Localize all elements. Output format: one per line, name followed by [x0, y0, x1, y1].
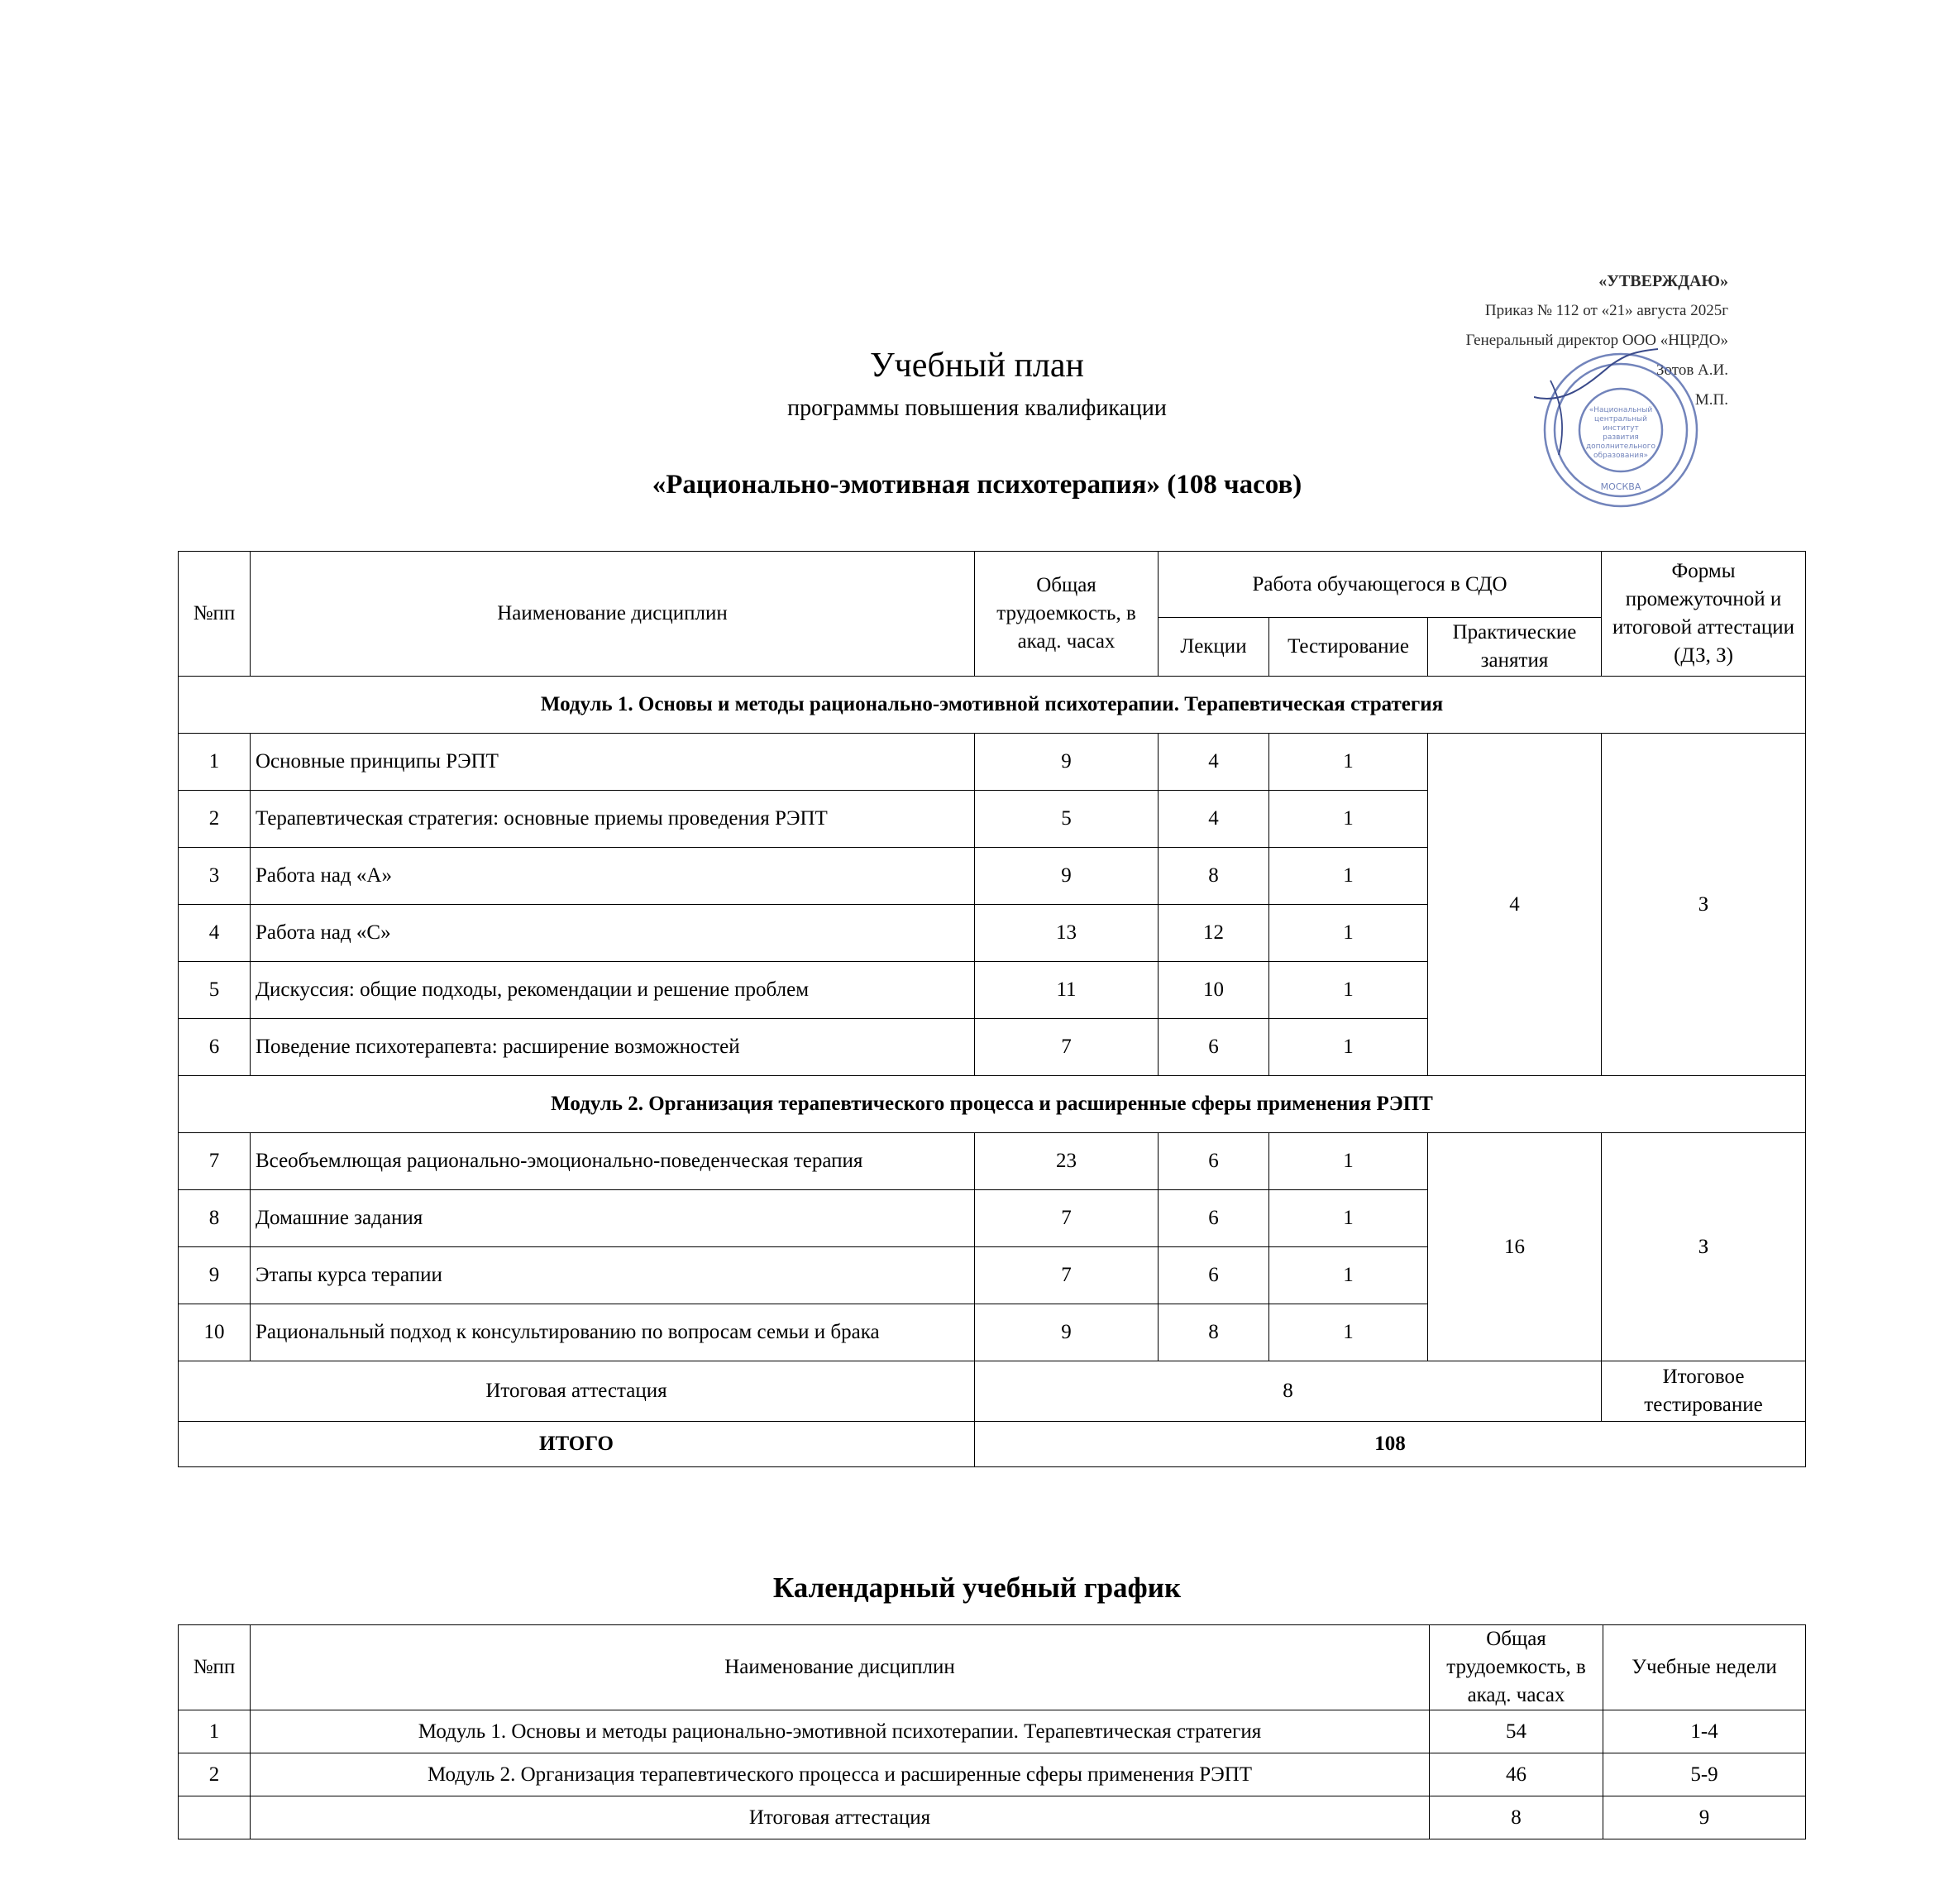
row-name: Всеобъемлющая рационально-эмоционально-поведенческая терапия [251, 1133, 975, 1190]
svg-text:«Национальный: «Национальный [1589, 406, 1653, 414]
header-name: Наименование дисциплин [251, 552, 975, 677]
final-form: Итоговое тестирование [1602, 1361, 1806, 1422]
total-label: ИТОГО [179, 1422, 975, 1467]
cal-row-num: 1 [179, 1710, 251, 1753]
svg-text:центральный: центральный [1594, 415, 1647, 423]
row-lectures: 10 [1159, 962, 1269, 1019]
row-lectures: 6 [1159, 1019, 1269, 1076]
row-num: 1 [179, 734, 251, 791]
row-total: 9 [975, 848, 1159, 905]
cal-row-weeks: 9 [1603, 1796, 1806, 1839]
header-num: №пп [179, 552, 251, 677]
row-num: 7 [179, 1133, 251, 1190]
cal-row-name: Модуль 2. Организация терапевтического процесса и расширенные сферы применения РЭПТ [251, 1753, 1430, 1796]
row-testing: 1 [1269, 791, 1428, 848]
row-total: 7 [975, 1190, 1159, 1247]
approval-order: Приказ № 112 от «21» августа 2025г [1484, 302, 1728, 319]
row-num: 10 [179, 1304, 251, 1361]
header-total: Общая трудоемкость, в акад. часах [975, 552, 1159, 677]
table-row [179, 1133, 1806, 1190]
module-1-title: Модуль 1. Основы и методы рационально-эмотивной психотерапии. Терапевтическая стратегия [179, 677, 1806, 734]
cal-row-total: 46 [1430, 1753, 1603, 1796]
row-num: 8 [179, 1190, 251, 1247]
row-total: 7 [975, 1247, 1159, 1304]
row-testing: 1 [1269, 962, 1428, 1019]
row-num: 3 [179, 848, 251, 905]
row-lectures: 8 [1159, 1304, 1269, 1361]
row-name: Рациональный подход к консультированию по вопросам семьи и брака [251, 1304, 975, 1361]
row-num: 4 [179, 905, 251, 962]
header-forms: Формы промежуточной и итоговой аттестации (ДЗ, З) [1602, 552, 1806, 677]
table-row [179, 734, 1806, 791]
svg-text:образования»: образования» [1593, 452, 1649, 460]
cal-row-total: 8 [1430, 1796, 1603, 1839]
row-lectures: 4 [1159, 734, 1269, 791]
row-total: 9 [975, 734, 1159, 791]
cal-row-total: 54 [1430, 1710, 1603, 1753]
calendar-title: Календарный учебный график [772, 1572, 1182, 1604]
row-lectures: 6 [1159, 1190, 1269, 1247]
row-name: Терапевтическая стратегия: основные приемы проведения РЭПТ [251, 791, 975, 848]
row-name: Работа над «С» [251, 905, 975, 962]
svg-text:институт: институт [1603, 424, 1639, 433]
header-work: Работа обучающегося в СДО [1159, 552, 1602, 618]
row-lectures: 6 [1159, 1247, 1269, 1304]
row-total: 9 [975, 1304, 1159, 1361]
row-total: 23 [975, 1133, 1159, 1190]
row-total: 5 [975, 791, 1159, 848]
total-hours: 108 [975, 1422, 1806, 1467]
table-row [179, 1753, 1806, 1796]
cal-header-name: Наименование дисциплин [251, 1625, 1430, 1710]
cal-row-name: Модуль 1. Основы и методы рационально-эмотивной психотерапии. Терапевтическая стратегия [251, 1710, 1430, 1753]
svg-text:развития: развития [1603, 433, 1639, 442]
cal-header-weeks: Учебные недели [1603, 1625, 1806, 1710]
module-2-practice: 16 [1428, 1133, 1602, 1361]
row-total: 13 [975, 905, 1159, 962]
calendar-table [178, 1624, 1806, 1839]
row-name: Работа над «А» [251, 848, 975, 905]
document-title: Учебный план [869, 347, 1085, 385]
approval-name: Зотов А.И. [1656, 361, 1728, 379]
row-lectures: 8 [1159, 848, 1269, 905]
header-lectures: Лекции [1159, 618, 1269, 677]
header-testing: Тестирование [1269, 618, 1428, 677]
row-testing: 1 [1269, 1247, 1428, 1304]
row-lectures: 4 [1159, 791, 1269, 848]
final-label: Итоговая аттестация [179, 1361, 975, 1422]
row-name: Дискуссия: общие подходы, рекомендации и решение проблем [251, 962, 975, 1019]
cal-row-num [179, 1796, 251, 1839]
row-testing: 1 [1269, 848, 1428, 905]
cal-header-num: №пп [179, 1625, 251, 1710]
svg-text:МОСКВА: МОСКВА [1600, 481, 1641, 492]
row-total: 11 [975, 962, 1159, 1019]
row-name: Домашние задания [251, 1190, 975, 1247]
final-hours: 8 [975, 1361, 1602, 1422]
approval-mp: М.П. [1694, 391, 1728, 409]
final-attestation-row [179, 1361, 1806, 1422]
row-name: Этапы курса терапии [251, 1247, 975, 1304]
header-practice: Практические занятия [1428, 618, 1602, 677]
row-num: 5 [179, 962, 251, 1019]
row-testing: 1 [1269, 1133, 1428, 1190]
module-1-form: З [1602, 734, 1806, 1076]
row-testing: 1 [1269, 1190, 1428, 1247]
cal-row-num: 2 [179, 1753, 251, 1796]
module-2-title: Модуль 2. Организация терапевтического процесса и расширенные сферы применения РЭПТ [179, 1076, 1806, 1133]
row-testing: 1 [1269, 1304, 1428, 1361]
module-2-form: З [1602, 1133, 1806, 1361]
study-plan-table [178, 551, 1806, 1467]
row-testing: 1 [1269, 905, 1428, 962]
svg-text:дополнительного: дополнительного [1585, 443, 1656, 451]
cal-row-weeks: 5-9 [1603, 1753, 1806, 1796]
row-lectures: 6 [1159, 1133, 1269, 1190]
row-testing: 1 [1269, 1019, 1428, 1076]
row-total: 7 [975, 1019, 1159, 1076]
program-title: «Рационально-эмотивная психотерапия» (108 часов) [652, 470, 1302, 500]
approval-title: «УТВЕРЖДАЮ» [1598, 272, 1728, 290]
module-1-practice: 4 [1428, 734, 1602, 1076]
row-lectures: 12 [1159, 905, 1269, 962]
document-subtitle: программы повышения квалификации [787, 395, 1167, 421]
total-row [179, 1422, 1806, 1467]
row-num: 2 [179, 791, 251, 848]
row-testing: 1 [1269, 734, 1428, 791]
row-num: 6 [179, 1019, 251, 1076]
cal-row-weeks: 1-4 [1603, 1710, 1806, 1753]
row-name: Поведение психотерапевта: расширение возможностей [251, 1019, 975, 1076]
row-num: 9 [179, 1247, 251, 1304]
table-row [179, 1710, 1806, 1753]
cal-header-total: Общая трудоемкость, в акад. часах [1430, 1625, 1603, 1710]
approval-position: Генеральный директор ООО «НЦРДО» [1465, 332, 1728, 349]
table-row [179, 1796, 1806, 1839]
cal-row-name: Итоговая аттестация [251, 1796, 1430, 1839]
row-name: Основные принципы РЭПТ [251, 734, 975, 791]
